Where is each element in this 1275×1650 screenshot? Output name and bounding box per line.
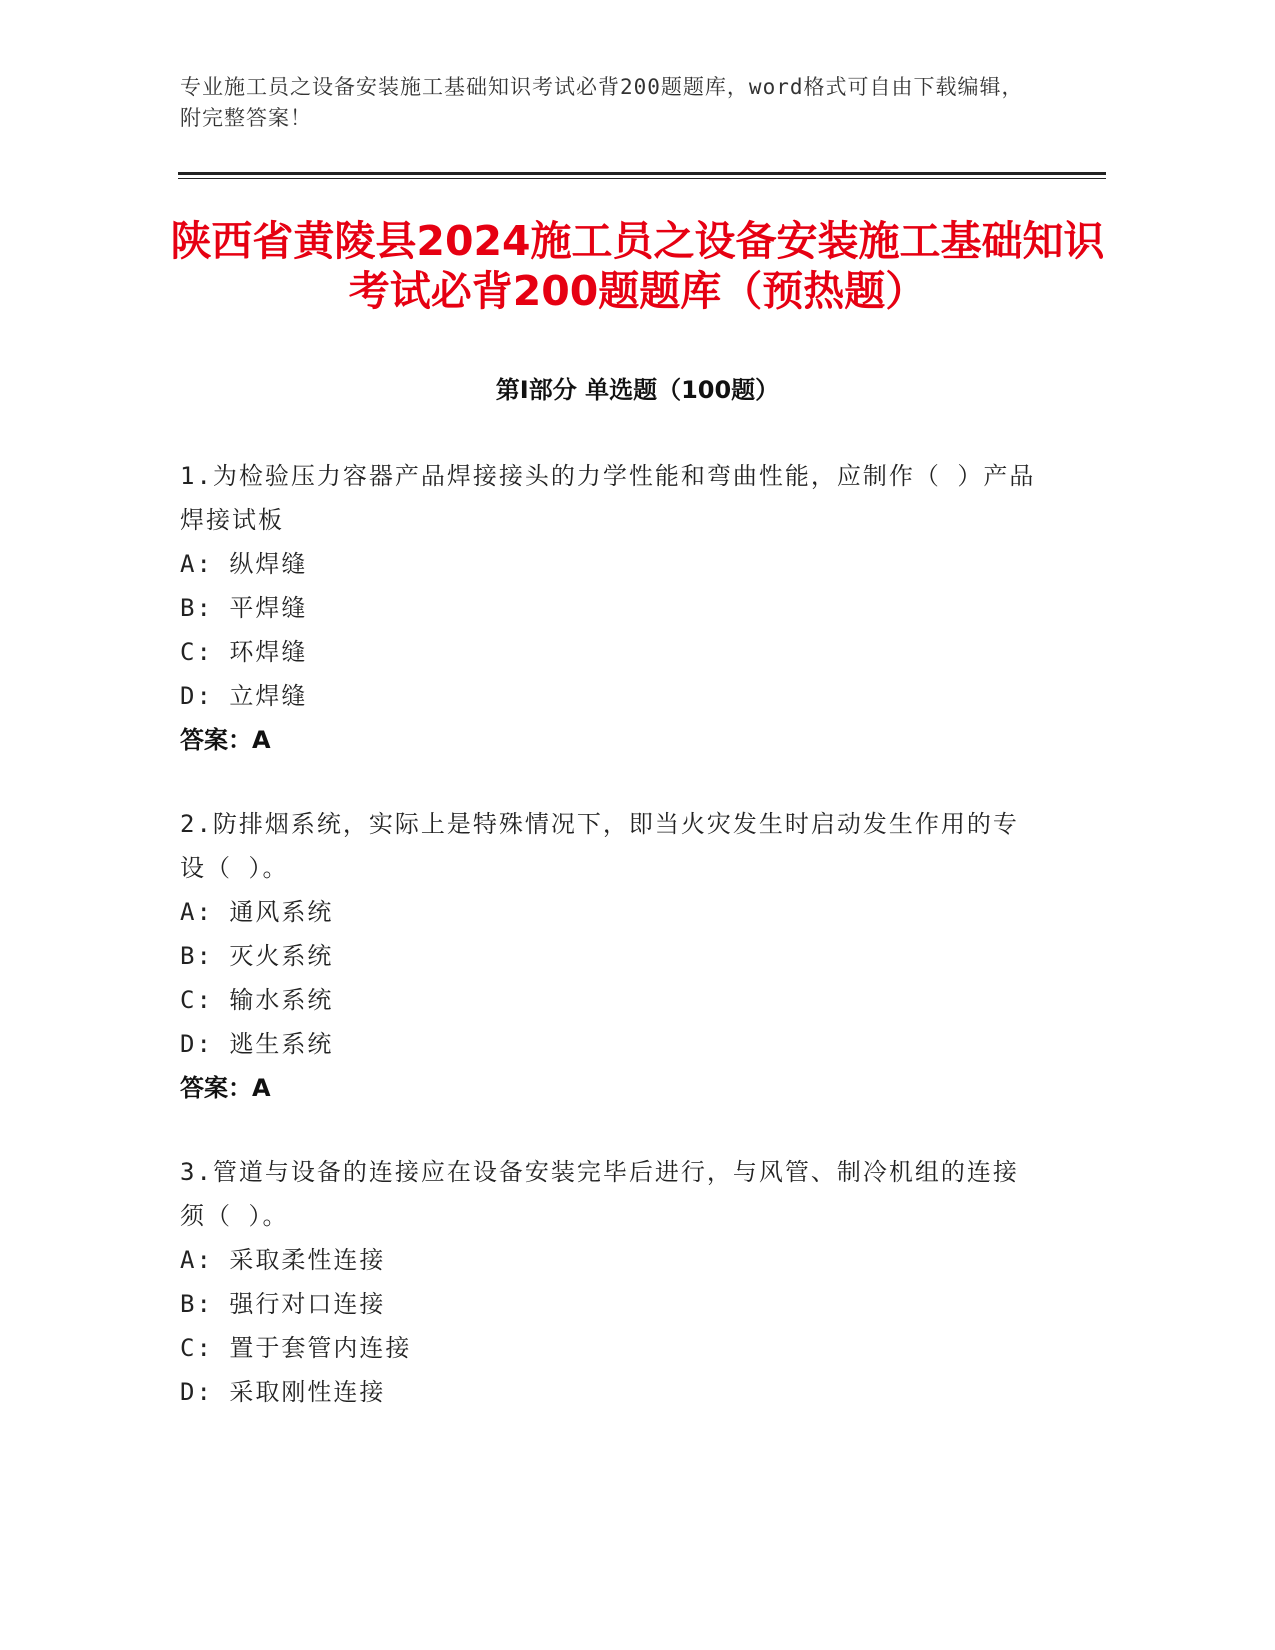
section-heading: 第I部分 单选题（100题） (495, 376, 780, 404)
option-d: D: 采取刚性连接 (180, 1378, 386, 1406)
question-stem: 2.防排烟系统，实际上是特殊情况下，即当火灾发生时启动发生作用的专设（ ）。 (180, 810, 1019, 882)
option-c: C: 环焊缝 (180, 638, 308, 666)
option-b: B: 灭火系统 (180, 942, 334, 970)
question-stem: 1.为检验压力容器产品焊接接头的力学性能和弯曲性能，应制作（ ）产品焊接试板 (180, 462, 1036, 534)
header-rule-thick (178, 172, 1106, 175)
option-a: A: 通风系统 (180, 898, 334, 926)
option-c: C: 置于套管内连接 (180, 1334, 412, 1362)
option-d: D: 立焊缝 (180, 682, 308, 710)
option-b: B: 强行对口连接 (180, 1290, 386, 1318)
question-3 (180, 1150, 1040, 1414)
header-rule-thin (178, 178, 1106, 179)
question-stem: 3.管道与设备的连接应在设备安装完毕后进行，与风管、制冷机组的连接须（ ）。 (180, 1158, 1019, 1230)
option-d: D: 逃生系统 (180, 1030, 334, 1058)
document-title: 陕西省黄陵县2024施工员之设备安装施工基础知识考试必背200题题库（预热题） (170, 217, 1105, 315)
question-2 (180, 802, 1040, 1110)
header-note: 专业施工员之设备安装施工基础知识考试必背200题题库，word格式可自由下载编辑，附完整答案！ (180, 75, 1024, 130)
answer: 答案：A (180, 1074, 271, 1102)
answer: 答案：A (180, 726, 271, 754)
option-a: A: 采取柔性连接 (180, 1246, 386, 1274)
option-c: C: 输水系统 (180, 986, 334, 1014)
option-a: A: 纵焊缝 (180, 550, 308, 578)
question-1 (180, 454, 1040, 762)
option-b: B: 平焊缝 (180, 594, 308, 622)
